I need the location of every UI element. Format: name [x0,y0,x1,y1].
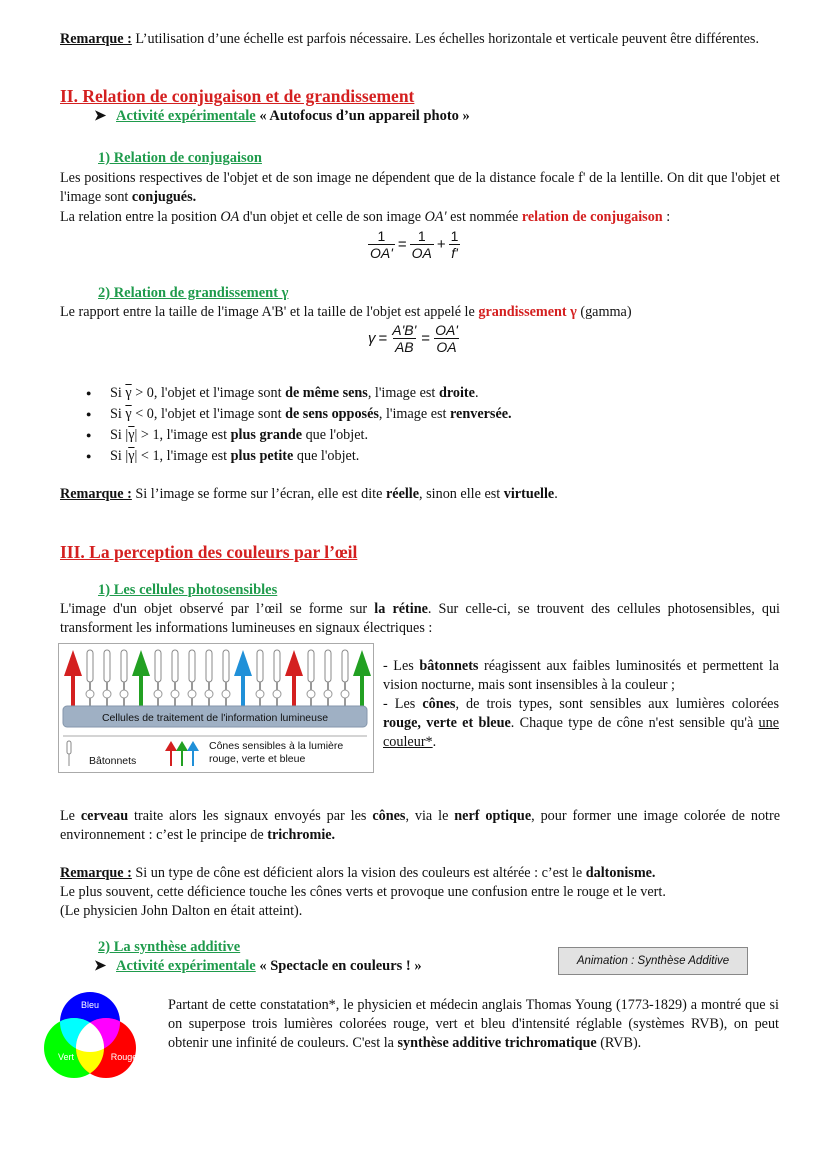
denominator: f' [451,245,458,261]
processing-band-label: Cellules de traitement de l'information lumineuse [101,712,329,724]
bullet-bold: de même sens [285,385,368,401]
bullet-text: < 0, l'objet et l'image sont [131,406,286,422]
list-item [60,383,512,404]
grandissement-paragraph [60,303,780,322]
rod-cell [171,650,179,706]
arrow-bullet-icon: ➤ [94,108,107,124]
conj-rel-text-2: d'un objet et celle de son image [239,209,425,225]
numerator: 1 [377,228,386,244]
cone-cell [64,650,82,706]
list-item [60,425,512,446]
grand-text: Le rapport entre la taille de l'image A'B' et la taille de l'objet est appelé le [60,304,479,320]
remarque-label: Remarque : [60,31,132,47]
desc-bold: cônes [422,696,456,712]
rod-cell [222,650,230,706]
bullet-bold: de sens opposés [285,406,379,422]
numerator: A'B' [392,322,417,338]
young-text: (RVB). [596,1035,642,1051]
remarque-label: Remarque : [60,486,132,502]
venn-label-rouge: Rouge [110,1052,138,1062]
fraction-1-f-prime [449,228,461,261]
conj-rel-text-3: est nommée [446,209,522,225]
young-bold: synthèse additive trichromatique [397,1035,597,1051]
equals-sign: = [421,330,431,347]
gamma-symbol: $\overline{\gamma}$ [128,448,135,464]
rod-cell [120,650,128,706]
cones-legend-label-2: rouge, verte et bleue [209,753,306,765]
bullet-bold: renversée. [450,406,512,422]
bullet-text: Si | [110,427,129,443]
bullet-bold: plus grande [230,427,303,443]
brain-bold: nerf optique [454,808,532,824]
desc-text: réagissent aux faibles luminosités et permettent la vision nocturne, mais sont insensibles à la couleur ; [383,658,779,693]
cone-cell [285,650,303,706]
venn-label-vert: Vert [57,1052,75,1062]
numerator: 1 [417,228,426,244]
bullet-text: Si [110,385,126,401]
photoreceptor-diagram [59,644,373,772]
arrow-bullet-icon: ➤ [94,958,107,974]
fraction-oa-ratio [433,322,460,355]
rod-cell [307,650,315,706]
activity-line-spectacle [94,958,422,975]
section-2-title: II. Relation de conjugaison et de grandissement [60,86,415,106]
desc-text: - Les [383,696,423,712]
brain-bold: cônes [372,808,406,824]
bullet-text: . [474,385,479,401]
brain-bold: trichromie. [267,827,336,843]
remarque-bold: virtuelle [503,486,555,502]
subsection-cellules-heading: 1) Les cellules photosensibles [98,582,278,598]
brain-text: , via le [405,808,455,824]
rod-cell [205,650,213,706]
remarque-text: L’utilisation d’une échelle est parfois nécessaire. Les échelles horizontale et verticale peuvent être différentes. [131,31,759,47]
brain-text: traite alors les signaux envoyés par les [128,808,373,824]
oa-symbol: OA [220,209,240,225]
young-paragraph [168,996,779,1053]
cone-cell [353,650,371,706]
remarque-text: (Le physicien John Dalton en était atteint). [60,903,303,919]
rod-cell [154,650,162,706]
remarque-paragraph [60,30,780,49]
retine-text: L'image d'un objet observé par l’œil se forme sur [60,601,375,617]
desc-text: . [432,734,437,750]
rod-cell [324,650,332,706]
retine-text: . Sur celle-ci, se trouvent des cellules photosensibles, qui transforment les informations lumineuses en signaux électriques : [60,601,780,636]
desc-underlined: une couleur* [383,715,779,750]
desc-bold: rouge, verte et bleue [383,715,511,731]
bullet-text: que l'objet. [302,427,369,443]
retine-bold: la rétine [374,601,428,617]
numerator: OA' [435,322,458,338]
cone-cell [132,650,150,706]
cells-row [64,650,371,706]
additive-synthesis-venn [40,990,152,1082]
activity-line-autofocus [94,108,470,125]
conj-bold: conjugués. [131,189,197,205]
conjugaison-relation-paragraph [60,208,780,227]
conj-rel-term: relation de conjugaison [521,209,663,225]
rod-cell [103,650,111,706]
desc-text: , de trois types, sont sensibles aux lumières colorées [455,696,780,712]
desc-text: - Les [383,658,420,674]
gamma-symbol: γ [368,330,376,347]
conjugaison-paragraph [60,169,780,207]
young-text: Partant de cette constatation*, le physicien et médecin anglais Thomas Young (1773-1829) a montré que si on superpose trois lumières colorées rouge, vert et bleu d'intensité réglable (systèmes RVB), on peut obtenir une infinité de couleurs. C'est la [168,997,779,1051]
grand-gamma-note: (gamma) [576,304,632,320]
cerveau-paragraph [60,807,780,845]
remarque-bold: réelle [385,486,420,502]
rod-cell [86,650,94,706]
remarque-label: Remarque : [60,865,132,881]
grandissement-formula [368,322,460,355]
numerator: 1 [450,228,459,244]
list-item [60,446,512,467]
list-item [60,404,512,425]
activity-title: « Autofocus d’un appareil photo » [255,108,470,124]
rod-cell [256,650,264,706]
bullet-bold: droite [438,385,475,401]
denominator: OA [411,245,432,261]
desc-text: . Chaque type de cône n'est sensible qu'à [510,715,759,731]
remarque-image-paragraph [60,485,780,504]
rod-cell [273,650,281,706]
denominator: AB [394,339,414,355]
photoreceptor-description [383,657,779,752]
activity-label: Activité expérimentale [116,958,256,974]
gamma-symbol: $\overline{\gamma}$ [125,406,132,422]
remarque-bold: daltonisme. [585,865,656,881]
gamma-symbol: $\overline{\gamma}$ [128,427,135,443]
fraction-1-oa-prime [368,228,395,261]
remarque-text: . [554,486,558,502]
desc-bold: bâtonnets [419,658,479,674]
bullet-text: Si | [110,448,129,464]
cone-cell [234,650,252,706]
rod-cell [341,650,349,706]
rods-legend-label: Bâtonnets [89,755,137,767]
grand-term: grandissement γ [478,304,577,320]
equals-sign: = [397,236,407,253]
fraction-ab-ratio [390,322,418,355]
bullet-bold: plus petite [230,448,294,464]
bullet-text: | < 1, l'image est [134,448,231,464]
conj-rel-colon: : [662,209,671,225]
brain-text: Le [60,808,81,824]
activity-title: « Spectacle en couleurs ! » [255,958,422,974]
gamma-symbol: $\overline{\gamma}$ [125,385,132,401]
retine-paragraph [60,600,780,638]
activity-label: Activité expérimentale [116,108,256,124]
remarque-text: Le plus souvent, cette déficience touche les cônes verts et provoque une confusion entre le rouge et le vert. [60,884,666,900]
venn-label-bleu: Bleu [80,1000,100,1010]
remarque-text: , sinon elle est [419,486,504,502]
photoreceptor-figure [58,643,374,773]
equals-sign: = [378,330,388,347]
denominator: OA' [370,245,393,261]
bullet-text: , l'image est [378,406,451,422]
remarque-text: Si un type de cône est déficient alors la vision des couleurs est altérée : c’est le [131,865,586,881]
gamma-bullet-list [60,383,512,467]
brain-text: , pour former une image colorée de notre environnement : c’est le principe de [60,808,781,843]
bullet-text: > 0, l'objet et l'image sont [131,385,286,401]
section-3-title: III. La perception des couleurs par l’œil [60,542,358,562]
conj-rel-text: La relation entre la position [60,209,221,225]
conj-text: Les positions respectives de l'objet et de son image ne dépendent que de la distance focale f' de la lentille. On dit que l'objet et l'image sont [60,170,780,205]
conjugaison-formula [368,228,460,261]
bullet-text: | > 1, l'image est [134,427,231,443]
brain-bold: cerveau [80,808,129,824]
animation-synthese-button[interactable]: Animation : Synthèse Additive [558,947,748,975]
fraction-1-oa [410,228,434,261]
bullet-text: que l'objet. [293,448,360,464]
cone-legend-icon [165,741,199,766]
cones-legend-label-1: Cônes sensibles à la lumière [209,740,344,752]
rod-legend-icon [67,741,71,766]
bullet-text: Si [110,406,126,422]
subsection-synthese-heading: 2) La synthèse additive [98,939,241,955]
plus-sign: + [436,236,446,253]
daltonisme-paragraph [60,864,780,921]
rod-cell [188,650,196,706]
subsection-conjugaison-heading: 1) Relation de conjugaison [98,150,262,166]
bullet-text: , l'image est [367,385,439,401]
subsection-grandissement-heading: 2) Relation de grandissement γ [98,285,289,301]
remarque-text: Si l’image se forme sur l’écran, elle est dite [131,486,386,502]
denominator: OA [436,339,457,355]
oa-prime-symbol: OA' [424,209,447,225]
